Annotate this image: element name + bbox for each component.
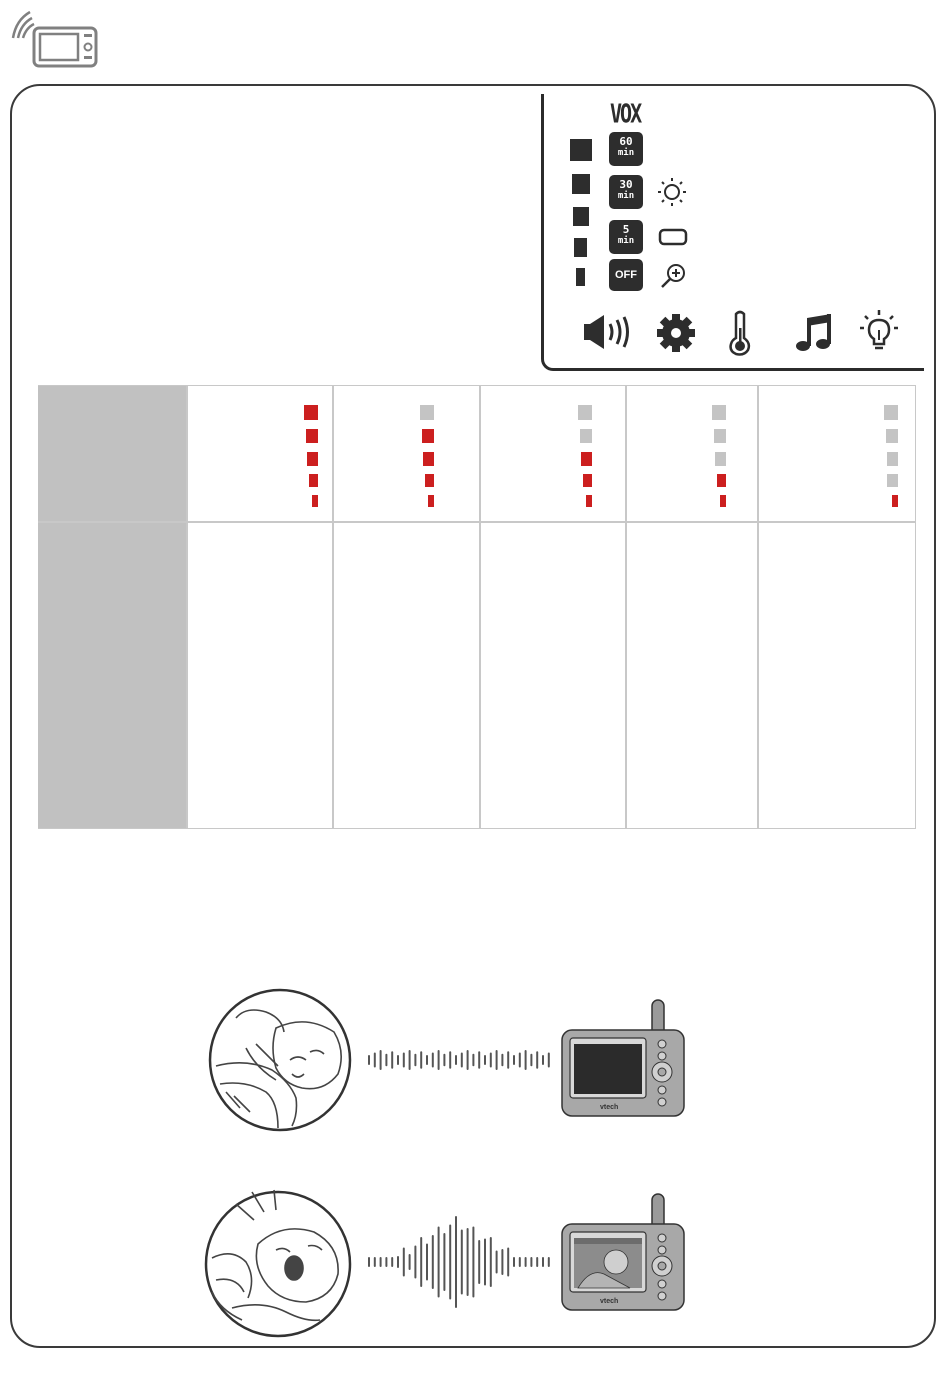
level-bar — [886, 429, 898, 443]
level-bar — [307, 452, 318, 466]
quiet-sound-waveform — [366, 1044, 552, 1076]
level-bar — [884, 405, 898, 420]
sound-level-bars — [0, 0, 950, 600]
vox-label: VOX — [610, 98, 641, 130]
level-bar — [581, 452, 592, 466]
level-bar — [306, 429, 318, 443]
loud-sound-waveform — [366, 1212, 552, 1312]
timer-5-min: 5 min — [609, 220, 643, 254]
timer-60-min: 60 min — [609, 132, 643, 166]
level-bar — [580, 429, 592, 443]
level-bar — [304, 405, 318, 420]
level-bar — [717, 474, 726, 487]
level-bar — [425, 474, 434, 487]
level-bar — [423, 452, 434, 466]
level-bar — [887, 474, 898, 487]
brand-logo: vtech — [600, 1104, 619, 1111]
level-bar — [420, 405, 434, 420]
brand-logo: vtech — [600, 1298, 619, 1305]
timer-30-min: 30 min — [609, 175, 643, 209]
level-bar — [715, 452, 726, 466]
level-bar — [892, 495, 898, 507]
parent-unit-screen-on — [560, 1192, 688, 1314]
level-bar — [583, 474, 592, 487]
level-bar — [586, 495, 592, 507]
level-bar — [578, 405, 592, 420]
level-bar — [428, 495, 434, 507]
crying-baby-illustration — [202, 1188, 354, 1338]
level-bar — [714, 429, 726, 443]
level-bar — [720, 495, 726, 507]
level-bar — [422, 429, 434, 443]
parent-unit-screen-off — [560, 998, 688, 1120]
level-bar — [309, 474, 318, 487]
level-bar — [712, 405, 726, 420]
timer-off: OFF — [609, 259, 643, 291]
sleeping-baby-illustration — [206, 988, 354, 1132]
level-bar — [312, 495, 318, 507]
level-bar — [887, 452, 898, 466]
